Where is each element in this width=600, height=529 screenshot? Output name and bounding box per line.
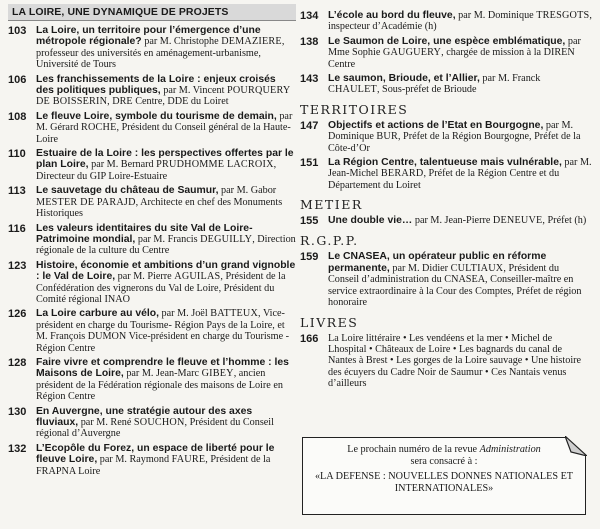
entry-body (328, 73, 592, 96)
metier-entry-list (300, 215, 592, 227)
entry-body (328, 333, 592, 390)
page-number: 134 (300, 10, 319, 22)
page-number: 123 (8, 259, 27, 272)
toc-entry (300, 251, 592, 308)
section-heading-territoires: TERRITOIRES (300, 101, 409, 117)
page-number: 155 (300, 215, 319, 228)
entry-by: par M. Joël (161, 308, 208, 320)
entry-role: , Vice-président en charge du Tourisme- Région Pays de la Loire, et M. François DUMON Vice-président en charge du Tourisme -Région Centre (36, 308, 290, 354)
page-number: 132 (8, 442, 27, 455)
entry-title: Le fleuve Loire, symbole du tourisme de demain, (36, 110, 277, 122)
entry-body (328, 251, 592, 308)
entry-body (36, 111, 296, 145)
entry-author: BATTEUX (210, 308, 259, 320)
entry-by: par M. Bernard (91, 159, 154, 171)
page-number: 116 (8, 222, 26, 235)
entry-author: BERARD (380, 168, 424, 180)
left-column (8, 0, 296, 480)
toc-entry (300, 10, 592, 33)
entry-role: , chargée de mission à la DIREN Centre (328, 47, 575, 70)
toc-entry (8, 260, 296, 306)
rgpp-entry-list (300, 251, 592, 308)
territoires-entry-list (300, 120, 592, 191)
entry-by: par M. Francis (137, 233, 198, 245)
entry-title: La Région Centre, talentueuse mais vulnérable, (328, 157, 562, 169)
entry-title: Le sauvetage du château de Saumur, (36, 185, 219, 197)
toc-entry (8, 74, 296, 108)
entry-role: , Président du Conseil général de la Haute-Loire (36, 122, 291, 145)
left-entry-list (8, 25, 296, 477)
entry-role: , professeur des universités en aménagement-urbanisme, Université de Tours (36, 36, 285, 71)
toc-entry (8, 308, 296, 354)
entry-role: , Président de la FRAPNA Loire (36, 454, 271, 477)
entry-author: MESTER DE PARAJD (36, 196, 136, 208)
page-number: 138 (300, 35, 319, 48)
toc-entry (300, 215, 592, 227)
entry-role: , Préfet de la Région Bourgogne, Préfet de la Côte-d’Or (328, 131, 581, 154)
entry-author: FAURE (171, 454, 206, 466)
entry-body (328, 157, 592, 191)
entry-role: , ancien président de la Fédération régionale des maisons de Loire en Région Centre (36, 368, 283, 403)
page-number: 110 (8, 148, 26, 161)
entry-body (328, 10, 592, 33)
page-number: 159 (300, 251, 319, 264)
right-top-entry-list (300, 10, 592, 96)
page-number: 113 (8, 185, 26, 198)
page-number: 103 (8, 25, 27, 37)
entry-author: PRUDHOMME LACROIX (156, 159, 274, 171)
entry-by: par M. René (80, 417, 132, 428)
toc-entry (300, 120, 592, 154)
toc-entry (8, 223, 296, 257)
section-heading-livres: LIVRES (300, 314, 359, 330)
entry-body (36, 443, 296, 477)
entry-role: , Préfet de la Région Centre et du Département du Loiret (328, 168, 560, 191)
page-number: 108 (8, 110, 27, 123)
entry-title: L’Ecopôle du Forez, un espace de liberté pour le fleuve Loire, (36, 442, 275, 466)
entry-title: Le Saumon de Loire, une espèce emblématique, (328, 35, 566, 47)
toc-entry (300, 333, 592, 390)
entry-title: La Loire, un territoire pour l’émergence d’une métropole régionale? (36, 25, 261, 48)
livres-entry-list (300, 333, 592, 390)
next-issue-notice (302, 437, 586, 515)
entry-author: CULTIAUX (450, 262, 504, 274)
entry-by: par M. Franck (482, 73, 541, 85)
entry-by: par M. Pierre (117, 271, 172, 283)
entry-role: , Directeur du GIP Loire-Estuaire (36, 159, 277, 182)
page-number: 151 (300, 157, 319, 170)
entry-role: , Président du Conseil régional d’Auvergne (36, 417, 274, 440)
entry-role: , Direction régionale de la culture du Centre (36, 233, 296, 257)
page-number: 130 (8, 405, 27, 418)
entry-body (36, 74, 296, 108)
entry-title: Faire vivre et comprendre le fleuve et l’homme : les Maisons de Loire, (36, 356, 289, 380)
entry-by: par M. Christophe (144, 36, 219, 48)
toc-entry (8, 148, 296, 182)
entry-body (328, 120, 592, 154)
entry-by: par M. Jean-Michel (328, 157, 592, 180)
page-number: 166 (300, 332, 319, 345)
notice-review-name: Administration (479, 444, 541, 455)
toc-entry (8, 443, 296, 477)
notice-line-1 (313, 444, 575, 456)
page-number: 106 (8, 73, 27, 86)
entry-author: DENEUVE (492, 215, 543, 227)
entry-by: par M. Dominique (328, 119, 574, 143)
entry-title: Objectifs et actions de l’Etat en Bourgogne, (328, 119, 544, 131)
entry-body (36, 185, 296, 219)
entry-role: , inspecteur d’Académie (h) (328, 10, 592, 33)
entry-author: AGUILAS (174, 271, 221, 283)
entry-by: par M. Didier (392, 262, 449, 274)
entry-author: DEGUILLY (200, 233, 253, 245)
entry-body (36, 223, 296, 257)
entry-title: La Loire carbure au vélo, (36, 308, 159, 320)
page-number: 147 (300, 119, 319, 132)
notice-line-2: sera consacré à : (410, 456, 478, 467)
entry-title: Une double vie… (328, 215, 413, 227)
page-number: 126 (8, 308, 27, 321)
entry-body (328, 36, 592, 70)
toc-entry (300, 157, 592, 191)
entry-author: TRESGOTS (536, 10, 590, 21)
toc-entry (8, 111, 296, 145)
notice-theme: «LA DEFENSE : NOUVELLES DONNES NATIONALES ET INTERNATIONALES» (314, 471, 574, 494)
entry-by: par M. Vincent (163, 85, 225, 97)
entry-by: par M. Gabor (221, 185, 277, 197)
page-number: 143 (300, 73, 319, 86)
page-curl-icon (565, 436, 587, 456)
book-list-text: La Loire littéraire • Les vendéens et la mer • Michel de Lhospital • Châteaux de Loire • Les bagnards du canal de Nantes à Brest • Les gorges de la Loire sauvage • Une histoire des écuyers du Cadre Noir de Saumur • Ces Nantais venus d’ailleurs (328, 332, 582, 390)
entry-by: par M. Jean-Pierre (414, 215, 491, 227)
toc-entry (8, 25, 296, 71)
entry-body (36, 25, 296, 71)
entry-by: par M. Gérard (36, 110, 293, 134)
entry-body (36, 308, 296, 354)
entry-by: par M. Raymond (99, 454, 170, 466)
section-heading-metier: METIER (300, 197, 363, 213)
entry-author: BUR (376, 131, 398, 143)
entry-role: , DRE Centre, DDE du Loiret (107, 96, 229, 108)
toc-entry (300, 36, 592, 70)
entry-role: , Président de la Confédération des vignerons du Val de Loire, Président du Comité régional INAO (36, 271, 286, 305)
toc-entry (8, 357, 296, 403)
section-title-loire: LA LOIRE, UNE DYNAMIQUE DE PROJETS (8, 4, 296, 21)
entry-body (36, 406, 296, 440)
entry-title: Le CNASEA, un opérateur public en réforme permanente, (328, 251, 547, 274)
entry-author: GIBEY (201, 368, 234, 380)
toc-entry (8, 406, 296, 440)
entry-author: POURQUERY DE BOISSERIN (36, 85, 291, 108)
entry-role: , Préfet (h) (542, 215, 587, 227)
entry-title: Les franchissements de la Loire : enjeux croisés des politiques publiques, (36, 73, 276, 97)
section-heading-rgpp: R.G.P.P. (300, 233, 359, 249)
entry-role: , Président du Conseil d’administration du CNASEA, Conseiller-maître en service extraordinaire à la Cour des Comptes, Préfet de région honoraire (328, 262, 582, 309)
entry-author: SOUCHON (133, 417, 185, 428)
entry-author: GAUGUERY (382, 47, 442, 59)
toc-entry (8, 185, 296, 219)
entry-body (36, 357, 296, 403)
entry-title: L’école au bord du fleuve, (328, 10, 456, 21)
entry-body (36, 148, 296, 182)
entry-title: Le saumon, Brioude, et l’Allier, (328, 73, 480, 85)
entry-title: En Auvergne, une stratégie autour des axes fluviaux, (36, 405, 253, 428)
entry-by: par M. Jean-Marc (126, 368, 200, 380)
entry-title: Estuaire de la Loire : les perspectives offertes par le plan Loire, (36, 148, 294, 171)
entry-author: DEMAZIERE (221, 36, 282, 48)
notice-intro: Le prochain numéro de la revue (347, 444, 478, 455)
entry-author: CHAULET (328, 84, 377, 96)
entry-title: Les valeurs identitaires du site Val de Loire-Patrimoine mondial, (36, 222, 253, 245)
entry-body (328, 215, 592, 227)
entry-by: par Mme Sophie (328, 35, 581, 59)
entry-title: Histoire, économie et ambitions d’un grand vignoble : le Val de Loire, (36, 259, 296, 283)
right-column (300, 0, 592, 393)
entry-by: par M. Dominique (458, 10, 534, 21)
entry-author: ROCHE (80, 122, 117, 134)
toc-entry (300, 73, 592, 96)
entry-body (36, 260, 296, 306)
entry-role: , Architecte en chef des Monuments Historiques (36, 196, 283, 220)
page-number: 128 (8, 356, 27, 369)
entry-role: , Sous-préfet de Brioude (376, 84, 477, 96)
